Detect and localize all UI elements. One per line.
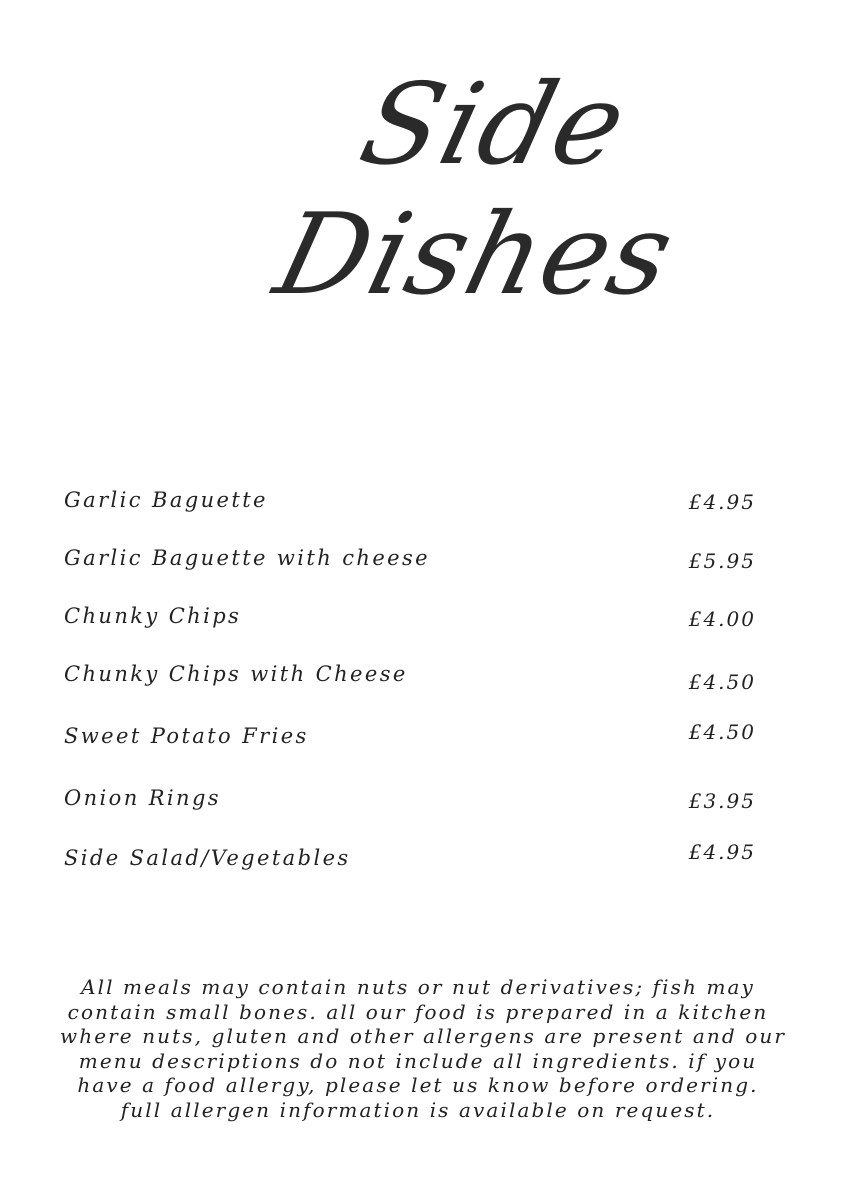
menu-item-name: Garlic Baguette with cheese <box>64 546 431 570</box>
menu-item-price: £4.50 <box>688 720 756 744</box>
menu-item-price: £4.50 <box>688 670 756 694</box>
allergen-notice-line: menu descriptions do not include all ingredients. if you <box>78 1048 758 1073</box>
allergen-notice-line: full allergen information is available on request. <box>120 1097 716 1122</box>
allergen-notice-line: All meals may contain nuts or nut derivatives; fish may <box>81 975 755 999</box>
menu-item-price: £4.95 <box>688 490 756 514</box>
allergen-notice-line: where nuts, gluten and other allergens are present and our <box>60 1024 786 1048</box>
menu-item-price: £4.00 <box>688 607 756 631</box>
menu-item-price: £5.95 <box>688 549 756 573</box>
allergen-notice <box>60 975 786 1122</box>
menu-item-price: £4.95 <box>688 840 756 864</box>
menu-title-line-1: Side <box>348 60 640 190</box>
menu-item-price: £3.95 <box>688 789 756 813</box>
menu-item <box>64 604 756 638</box>
menu-item-name: Chunky Chips <box>64 604 242 628</box>
allergen-notice-line: have a food allergy, please let us know before ordering. <box>77 1073 759 1097</box>
menu-title-line-2: Dishes <box>263 190 688 320</box>
menu-item <box>64 786 756 820</box>
menu-item <box>64 488 756 522</box>
allergen-notice-line: contain small bones. all our food is prepared in a kitchen <box>67 999 769 1024</box>
menu-item-name: Onion Rings <box>64 786 221 810</box>
menu-title <box>250 40 688 360</box>
menu-item-name: Side Salad/Vegetables <box>64 846 351 870</box>
menu-item <box>64 662 756 696</box>
menu-item-name: Sweet Potato Fries <box>64 724 309 748</box>
menu-item <box>64 720 756 758</box>
menu-item-name: Chunky Chips with Cheese <box>64 662 408 686</box>
menu-item <box>64 546 756 580</box>
menu-item-name: Garlic Baguette <box>64 488 268 512</box>
menu-item <box>64 840 756 880</box>
